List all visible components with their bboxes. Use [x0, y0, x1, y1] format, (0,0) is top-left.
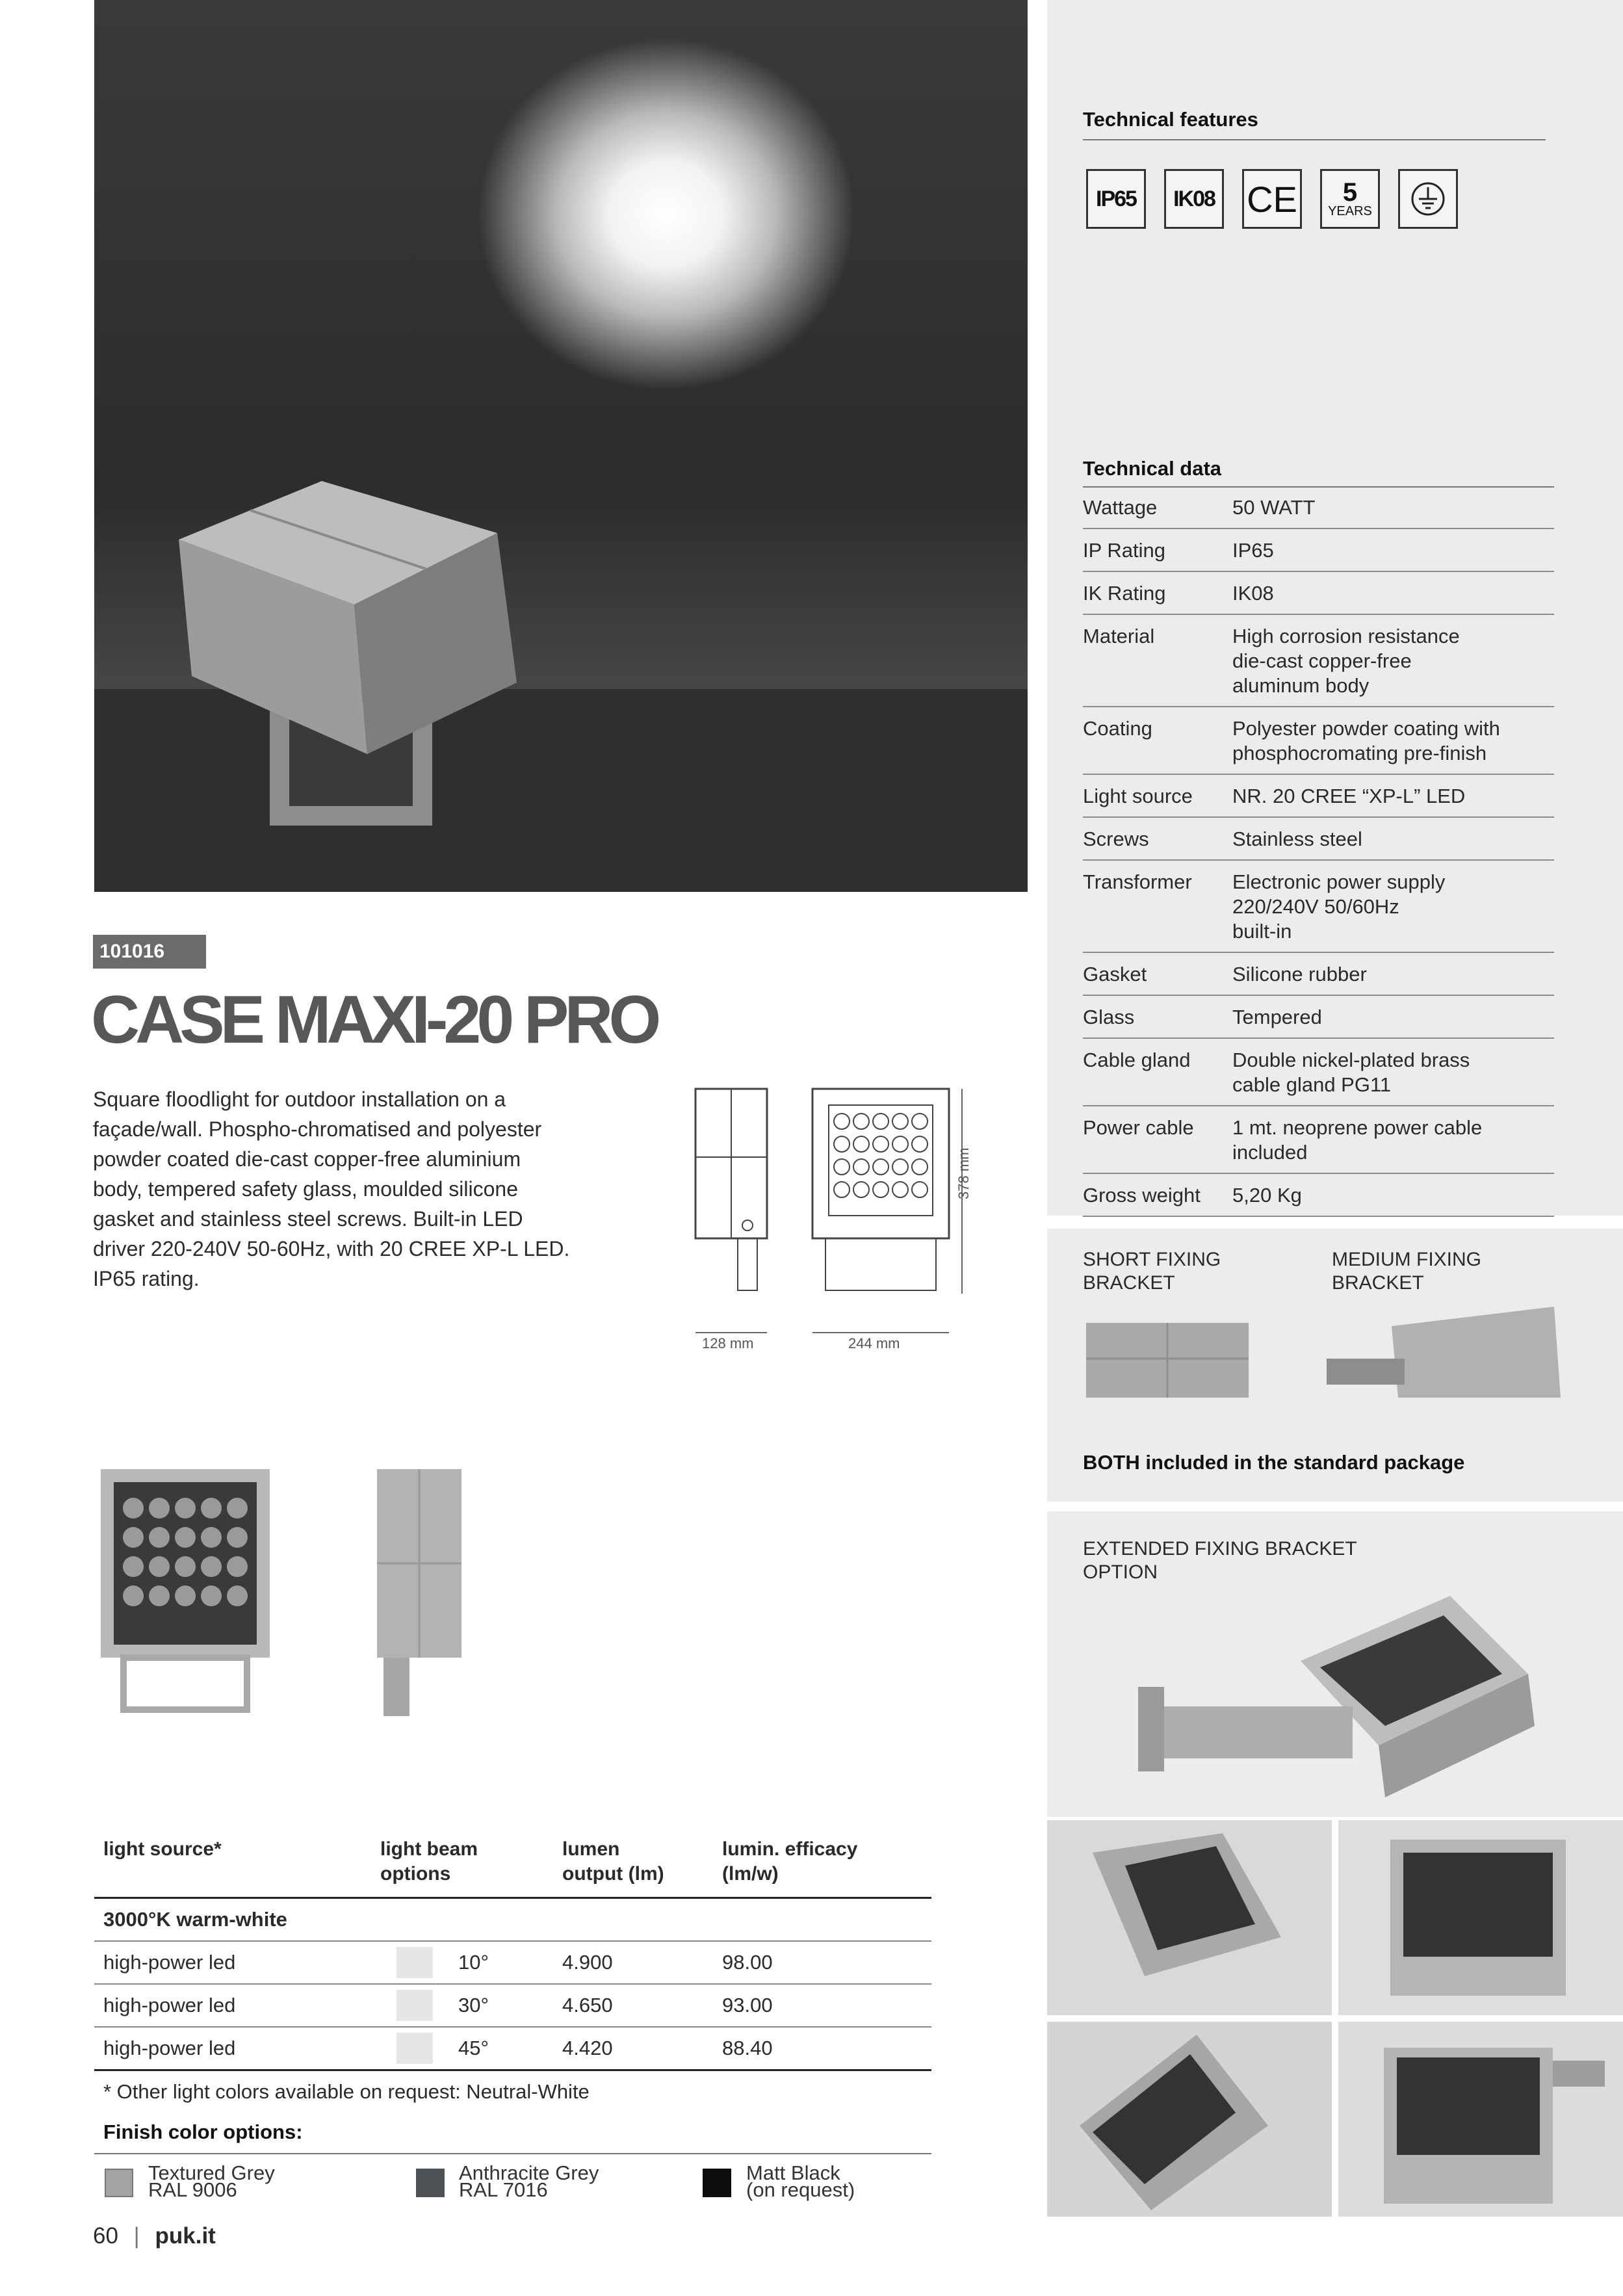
beam-30-icon	[396, 1990, 433, 2021]
floodlight-illustration	[94, 0, 1028, 892]
row-lumen: 4.650	[562, 1994, 613, 2016]
tech-row-ik-rating: IK Rating IK08	[1083, 572, 1554, 615]
short-bracket-label: SHORT FIXING BRACKET	[1083, 1249, 1221, 1294]
tech-row-wattage: Wattage 50 WATT	[1083, 486, 1554, 529]
warranty-5-years-icon: 5 YEARS	[1320, 169, 1380, 229]
row-lumen: 4.900	[562, 1951, 613, 1974]
header-light-source: light source*	[103, 1838, 222, 1860]
brackets-included-note: BOTH included in the standard package	[1083, 1451, 1465, 1474]
finish-rule	[94, 2153, 931, 2154]
beam-10-icon	[396, 1947, 433, 1978]
header-light-beam: light beam options	[380, 1838, 478, 1885]
technical-data-title: Technical data	[1083, 457, 1222, 480]
features-rule	[1083, 139, 1546, 140]
product-code-badge: 101016	[93, 935, 206, 969]
row-lumen: 4.420	[562, 2037, 613, 2059]
ip65-icon: IP65	[1086, 169, 1146, 229]
medium-bracket-label: MEDIUM FIXING BRACKET	[1332, 1249, 1481, 1294]
finish-label-anthracite-grey: Anthracite Grey RAL 7016	[459, 2161, 599, 2201]
page-number: 60	[93, 2223, 118, 2249]
tech-row-ip-rating: IP Rating IP65	[1083, 529, 1554, 572]
tech-row-material: Material High corrosion resistance die-cast copper-free aluminum body	[1083, 615, 1554, 707]
page-footer	[93, 2223, 216, 2249]
installation-photo-2	[1338, 1820, 1623, 2015]
technical-data-table	[1083, 486, 1554, 1217]
tech-row-gross-weight: Gross weight 5,20 Kg	[1083, 1174, 1554, 1217]
tech-row-screws: Screws Stainless steel	[1083, 818, 1554, 861]
swatch-anthracite-grey	[416, 2169, 445, 2197]
extended-bracket-panel	[1047, 1511, 1623, 1817]
tech-row-light-source: Light source NR. 20 CREE “XP-L” LED	[1083, 775, 1554, 818]
tech-row-gasket: Gasket Silicone rubber	[1083, 953, 1554, 996]
extended-bracket-label: EXTENDED FIXING BRACKET OPTION	[1083, 1538, 1357, 1583]
swatch-textured-grey	[105, 2169, 133, 2197]
installation-photo-1	[1047, 1820, 1332, 2015]
tech-row-transformer: Transformer Electronic power supply 220/240V 50/60Hz built-in	[1083, 861, 1554, 953]
tech-row-cable-gland: Cable gland Double nickel-plated brass cable gland PG11	[1083, 1039, 1554, 1106]
table-header	[94, 1837, 931, 1899]
footer-separator: |	[133, 2223, 140, 2249]
height-dimension: 378 mm	[955, 1147, 972, 1199]
swatch-matt-black	[703, 2169, 731, 2197]
width-dimension: 244 mm	[848, 1335, 900, 1351]
tech-row-glass: Glass Tempered	[1083, 996, 1554, 1039]
row-efficacy: 98.00	[722, 1951, 773, 1974]
technical-panel	[1047, 0, 1623, 1216]
earth-ground-icon	[1398, 169, 1458, 229]
table-row	[94, 1942, 931, 1985]
installation-photo-4	[1338, 2022, 1623, 2217]
extended-bracket-photo	[1138, 1596, 1541, 1804]
finish-label-textured-grey: Textured Grey RAL 9006	[148, 2161, 275, 2201]
row-beam: 45°	[458, 2037, 489, 2059]
header-lumen-output: lumen output (lm)	[562, 1838, 664, 1885]
right-column	[1047, 0, 1623, 2296]
product-description: Square floodlight for outdoor installation on a façade/wall. Phospho-chromatised and polyester powder coated die-cast copper-free aluminium body, tempered safety glass, moulded silicone gasket and stainless steel screws. Built-in LED driver 220-240V 50-60Hz, with 20 CREE XP-L LED. IP65 rating.	[93, 1088, 570, 1290]
ik08-icon: IK08	[1164, 169, 1224, 229]
finish-label-matt-black: Matt Black (on request)	[746, 2161, 855, 2201]
row-efficacy: 88.40	[722, 2037, 773, 2059]
ce-mark-icon: CE	[1242, 169, 1302, 229]
tech-row-power-cable: Power cable 1 mt. neoprene power cable included	[1083, 1106, 1554, 1174]
row-beam: 10°	[458, 1951, 489, 1974]
brackets-panel	[1047, 1229, 1623, 1502]
beam-45-icon	[396, 2033, 433, 2064]
table-row	[94, 1985, 931, 2028]
product-title: CASE MAXI-20 PRO	[91, 982, 657, 1058]
row-efficacy: 93.00	[722, 1994, 773, 2016]
table-group-warm-white: 3000°K warm-white	[94, 1899, 931, 1942]
row-source: high-power led	[103, 2037, 236, 2059]
table-footnote: * Other light colors available on request: Neutral-White	[103, 2080, 590, 2103]
row-source: high-power led	[103, 1994, 236, 2016]
header-efficacy: lumin. efficacy (lm/w)	[722, 1838, 858, 1885]
technical-features-title: Technical features	[1083, 108, 1258, 131]
table-row	[94, 2028, 931, 2071]
finish-title: Finish color options:	[103, 2120, 303, 2143]
product-photos	[91, 1456, 481, 1729]
footer-site-link[interactable]: puk.it	[155, 2223, 216, 2249]
installation-photo-3	[1047, 2022, 1332, 2217]
light-source-table	[94, 1837, 931, 2113]
hero-photo	[94, 0, 1028, 892]
tech-row-coating: Coating Polyester powder coating with phosphocromating pre-finish	[1083, 707, 1554, 775]
row-beam: 30°	[458, 1994, 489, 2016]
bracket-photos	[1086, 1307, 1580, 1404]
dimension-drawing	[682, 1079, 1020, 1365]
depth-dimension: 128 mm	[702, 1335, 754, 1351]
row-source: high-power led	[103, 1951, 236, 1974]
